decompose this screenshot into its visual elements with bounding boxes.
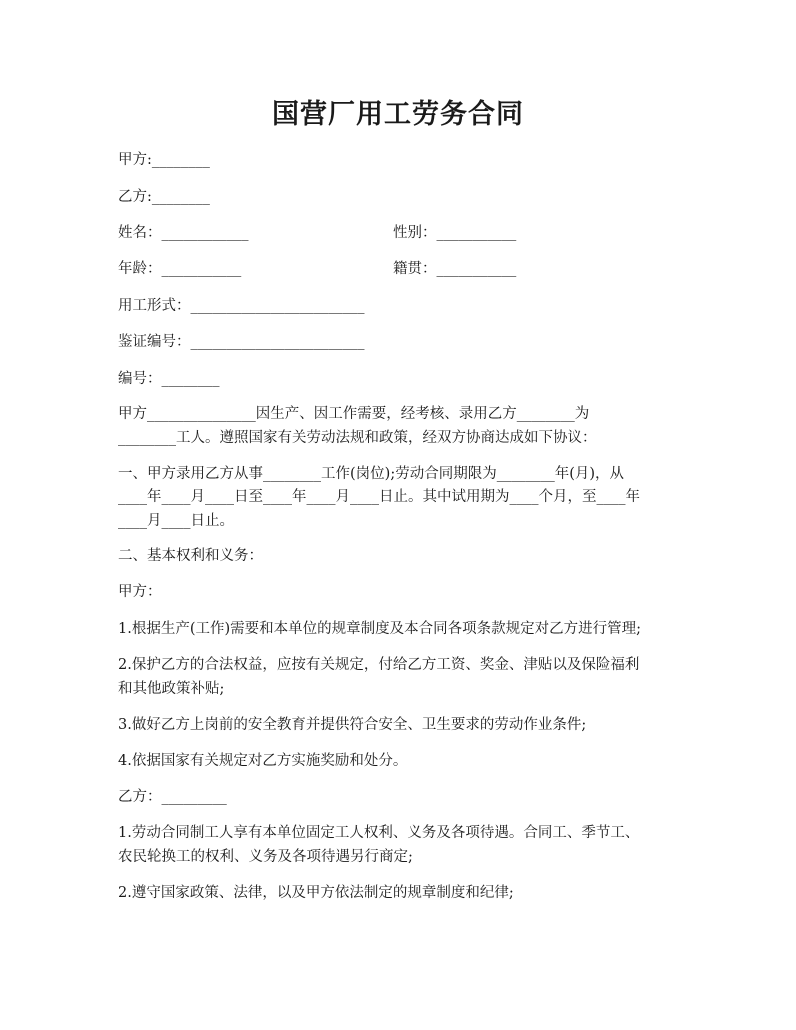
party-b-item-1-line-2: 农民轮换工的权利、义务及各项待遇另行商定; (118, 849, 413, 865)
party-b-label: 乙方：_________ (118, 789, 227, 805)
document-title: 国营厂用工劳务合同 (272, 99, 524, 130)
party-b-field: 乙方:________ (118, 189, 210, 205)
party-a-item-4: 4.依据国家有关规定对乙方实施奖励和处分。 (118, 753, 408, 769)
name-gender-row (118, 220, 688, 246)
party-a-item-1: 1.根据生产(工作)需要和本单位的规章制度及本合同各项条款规定对乙方进行管理; (118, 621, 642, 637)
age-native-row (118, 256, 688, 282)
certification-number-field: 鉴证编号：________________________ (118, 334, 365, 350)
age-field: 年龄：___________ (118, 261, 242, 277)
name-field: 姓名：____________ (118, 225, 249, 241)
party-b-item-2: 2.遵守国家政策、法律，以及甲方依法制定的规章制度和纪律; (118, 885, 514, 901)
clause1-line-2: ____年____月____日至____年____月____日止。其中试用期为____个月，至____年 (118, 489, 640, 505)
intro-line-2: ________工人。遵照国家有关劳动法规和政策，经双方协商达成如下协议： (118, 430, 597, 446)
party-b-item-1-line-1: 1.劳动合同制工人享有本单位固定工人权利、义务及各项待遇。合同工、季节工、 (118, 825, 640, 841)
native-place-field: 籍贯：___________ (393, 261, 517, 277)
clause2-heading: 二、基本权利和义务： (118, 548, 263, 564)
party-a-field: 甲方:________ (118, 152, 210, 168)
party-a-item-2-line-2: 和其他政策补贴; (118, 681, 225, 697)
clause1-line-1: 一、甲方录用乙方从事________工作(岗位);劳动合同期限为________年(月)，从 (118, 466, 625, 482)
party-a-label: 甲方： (118, 584, 162, 600)
intro-line-1: 甲方_______________因生产、因工作需要，经考核、录用乙方________为 (118, 406, 590, 422)
gender-field: 性别：___________ (393, 225, 517, 241)
employment-form-field: 用工形式：________________________ (118, 298, 365, 314)
clause1-line-3: ____月____日止。 (118, 513, 234, 529)
party-a-item-3: 3.做好乙方上岗前的安全教育并提供符合安全、卫生要求的劳动作业条件; (118, 717, 587, 733)
party-a-item-2-line-1: 2.保护乙方的合法权益，应按有关规定，付给乙方工资、奖金、津贴以及保险福利 (118, 657, 640, 673)
number-field: 编号：________ (118, 371, 220, 387)
